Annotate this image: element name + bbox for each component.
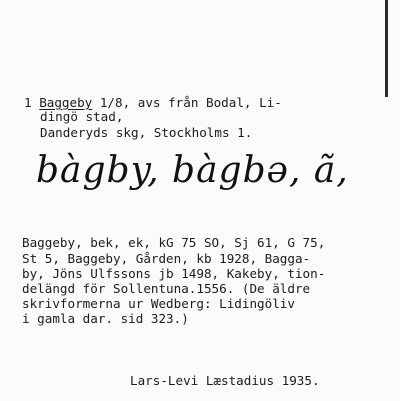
- body-line-3: by, Jöns Ulfssons jb 1498, Kakeby, tion-: [22, 266, 326, 281]
- signature: Lars-Levi Læstadius 1935.: [130, 373, 320, 388]
- entry-source: 1/8, avs från Bodal, Li-: [92, 95, 282, 110]
- body-line-5: skrivformerna ur Wedberg: Lidingöliv: [22, 296, 295, 311]
- card-edge-line: [385, 0, 388, 97]
- entry-name: Baggeby: [39, 95, 93, 110]
- handwritten-pronunciation: bàgby, bàgbə, ã,: [36, 150, 349, 191]
- body-line-2: St 5, Baggeby, Gården, kb 1928, Bagga-: [22, 251, 311, 266]
- entry-header-line2: dingö stad,: [40, 109, 124, 124]
- entry-number: 1: [24, 95, 32, 110]
- body-line-4: delängd för Sollentuna.1556. (De äldre: [22, 281, 311, 296]
- entry-header-line3: Danderyds skg, Stockholms 1.: [40, 125, 253, 140]
- body-line-1: Baggeby, bek, ek, kG 75 SO, Sj 61, G 75,: [22, 235, 326, 250]
- entry-header-line1: [24, 96, 282, 110]
- body-line-6: i gamla dar. sid 323.): [22, 311, 189, 326]
